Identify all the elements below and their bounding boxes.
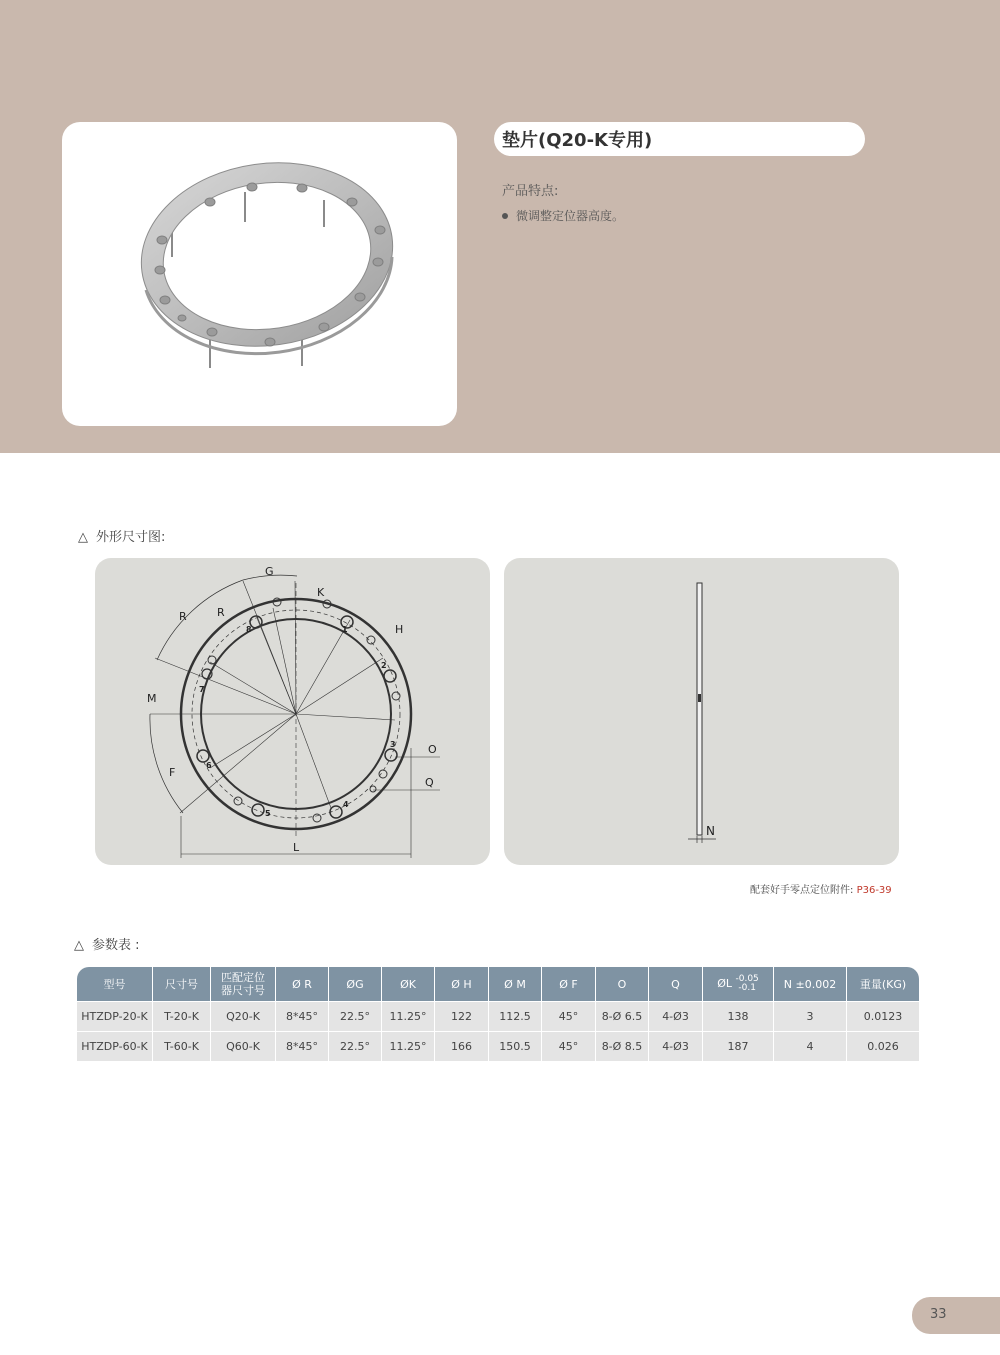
params-section-title: △ 参数表 : — [74, 938, 140, 953]
page-number: 33 — [930, 1307, 947, 1322]
feature-text: 微调整定位器高度。 — [516, 209, 625, 223]
table-row — [77, 1031, 919, 1061]
table-row — [77, 1001, 919, 1031]
product-photo — [62, 122, 457, 426]
table-cell: 22.5° — [329, 1031, 382, 1061]
table-cell: 8-Ø 8.5 — [596, 1031, 649, 1061]
table-cell: HTZDP-20-K — [77, 1001, 153, 1031]
table-cell: 8*45° — [276, 1001, 329, 1031]
hole-number: 7 — [199, 685, 205, 694]
table-header: ØL -0.05 -0.1 — [703, 967, 774, 1001]
bullet-icon — [502, 213, 508, 219]
dim-label-r-outer: R — [179, 610, 187, 623]
table-header: Ø M — [489, 967, 542, 1001]
dim-label-f: F — [169, 766, 176, 779]
table-header: Ø F — [542, 967, 596, 1001]
hole-number: 1 — [342, 625, 348, 634]
drawing-section-title: △ 外形尺寸图: — [78, 530, 166, 545]
table-header: 尺寸号 — [153, 967, 211, 1001]
hole-number: 2 — [381, 661, 387, 670]
table-header: 匹配定位器尺寸号 — [211, 967, 276, 1001]
table-cell: 122 — [435, 1001, 489, 1031]
feature-item — [502, 207, 624, 224]
dim-label-n: N — [706, 824, 715, 838]
product-title: 垫片(Q20-K专用) — [502, 130, 653, 151]
table-cell: 138 — [703, 1001, 774, 1031]
table-cell: 45° — [542, 1001, 596, 1031]
table-header: Ø H — [435, 967, 489, 1001]
table-cell: 4-Ø3 — [649, 1031, 703, 1061]
dim-label-q: Q — [425, 776, 434, 789]
table-cell: 11.25° — [382, 1001, 435, 1031]
hole-number: 8 — [246, 625, 252, 634]
table-cell: 8*45° — [276, 1031, 329, 1061]
table-cell: 187 — [703, 1031, 774, 1061]
shim-ring-image — [62, 122, 457, 426]
table-cell: 0.026 — [847, 1031, 919, 1061]
page-number-tab — [912, 1297, 1000, 1334]
features-heading: 产品特点: — [502, 184, 559, 199]
accessory-note: 配套好手零点定位附件: P36-39 — [750, 885, 892, 896]
hole-number: 5 — [265, 809, 271, 818]
dim-label-o: O — [428, 743, 437, 756]
table-header: Ø R — [276, 967, 329, 1001]
table-cell: Q60-K — [211, 1031, 276, 1061]
table-header: ØG — [329, 967, 382, 1001]
hole-number: 3 — [390, 740, 396, 749]
table-header-row — [77, 967, 919, 1001]
table-cell: T-60-K — [153, 1031, 211, 1061]
dim-label-k: K — [317, 586, 325, 599]
hole-number: 6 — [206, 761, 212, 770]
tolerance: -0.05 -0.1 — [735, 974, 759, 993]
table-cell: 11.25° — [382, 1031, 435, 1061]
product-title-pill — [494, 122, 865, 156]
table-cell: 0.0123 — [847, 1001, 919, 1031]
table-cell: HTZDP-60-K — [77, 1031, 153, 1061]
table-header: 重量(KG) — [847, 967, 919, 1001]
table-cell: T-20-K — [153, 1001, 211, 1031]
side-view-drawing — [504, 558, 899, 865]
table-cell: 112.5 — [489, 1001, 542, 1031]
parameter-table — [77, 967, 919, 1061]
table-cell: 166 — [435, 1031, 489, 1061]
table-cell: Q20-K — [211, 1001, 276, 1031]
triangle-icon: △ — [74, 938, 84, 953]
table-cell: 45° — [542, 1031, 596, 1061]
dim-label-m: M — [147, 692, 157, 705]
dim-label-l: L — [293, 841, 300, 854]
table-cell: 8-Ø 6.5 — [596, 1001, 649, 1031]
table-cell: 4-Ø3 — [649, 1001, 703, 1031]
front-view-drawing — [95, 558, 490, 865]
dim-label-g: G — [265, 565, 274, 578]
table-header: Q — [649, 967, 703, 1001]
table-header: O — [596, 967, 649, 1001]
table-cell: 150.5 — [489, 1031, 542, 1061]
table-header: 型号 — [77, 967, 153, 1001]
table-header: N ±0.002 — [774, 967, 847, 1001]
dim-label-h: H — [395, 623, 404, 636]
page-reference-link[interactable]: P36-39 — [856, 885, 892, 896]
dim-label-r-inner: R — [217, 606, 225, 619]
table-header: ØK — [382, 967, 435, 1001]
table-cell: 22.5° — [329, 1001, 382, 1031]
table-cell: 4 — [774, 1031, 847, 1061]
hole-number: 4 — [343, 800, 349, 809]
table-cell: 3 — [774, 1001, 847, 1031]
triangle-icon: △ — [78, 530, 88, 545]
